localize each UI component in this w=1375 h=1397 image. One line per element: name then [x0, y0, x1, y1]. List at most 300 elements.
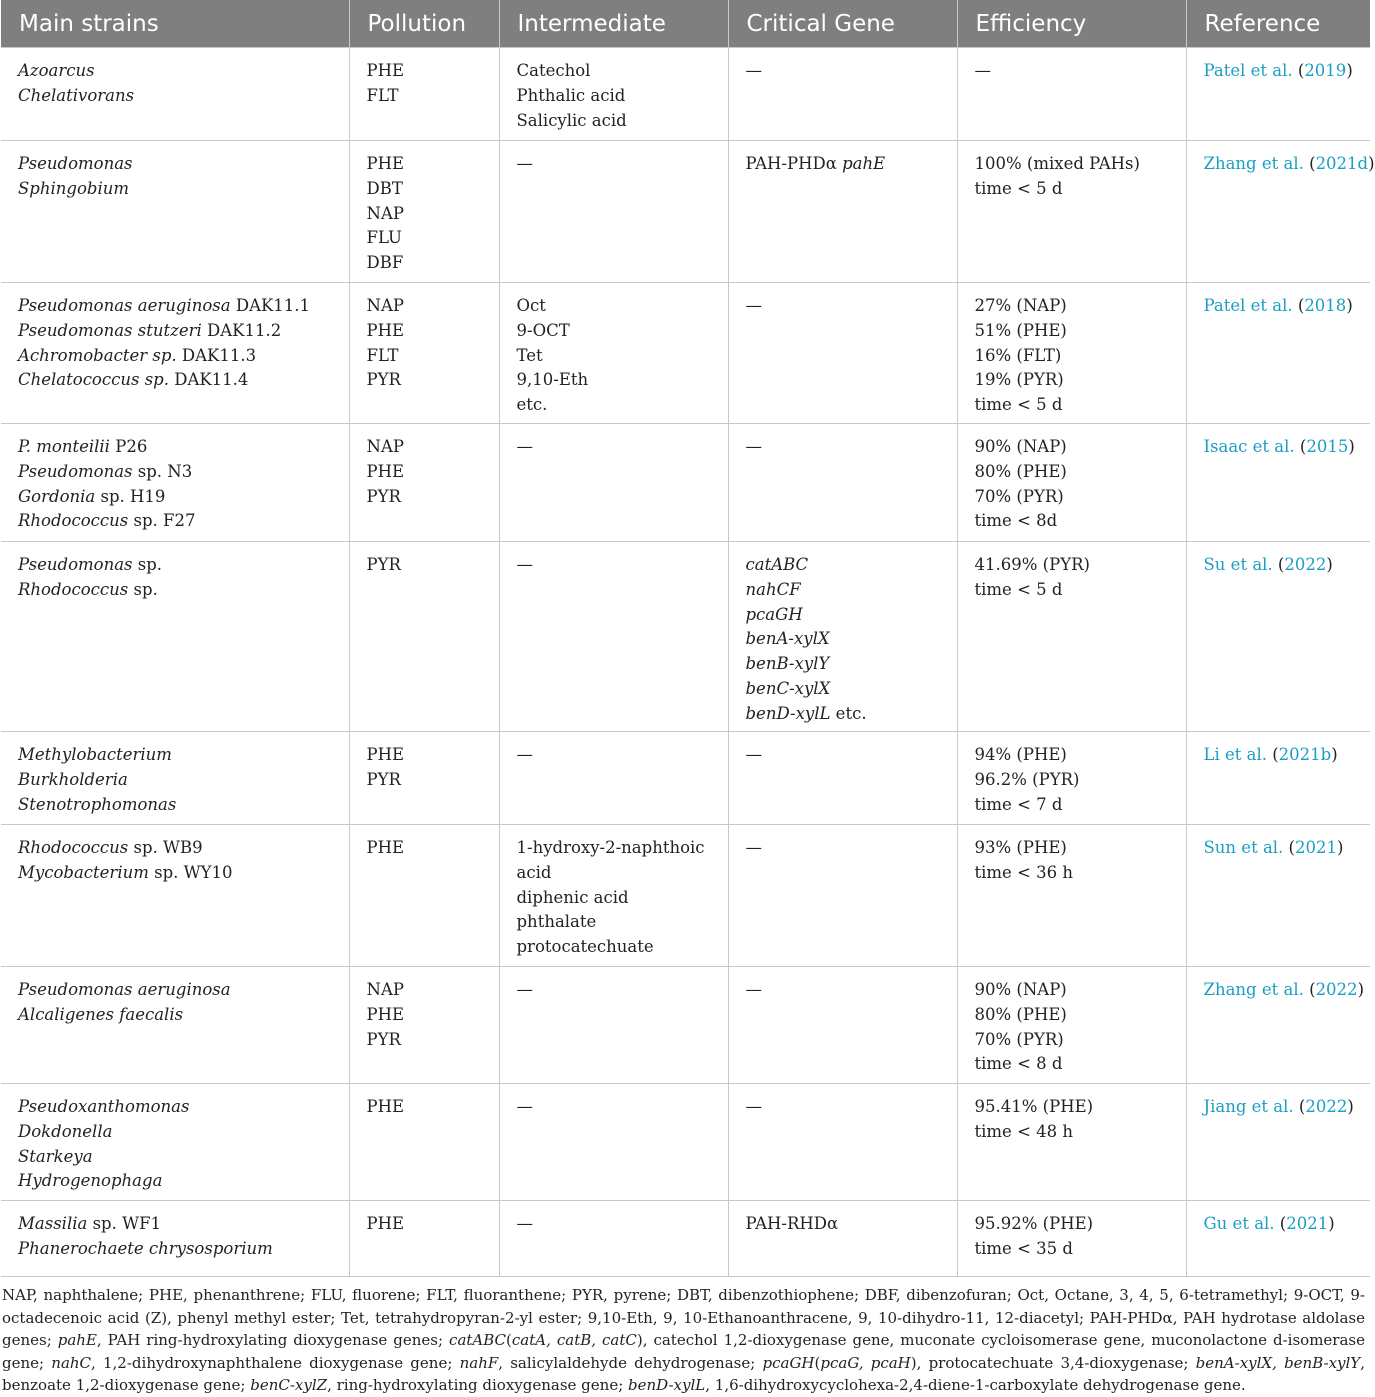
footnote-text: , benzoate 1,2-dioxygenase gene;	[2, 1353, 1365, 1395]
efficiency-item: time < 5 d	[974, 395, 1063, 415]
italic-text: Sphingobium	[18, 178, 130, 198]
cell-reference	[1186, 283, 1370, 424]
italic-text: Hydrogenophaga	[18, 1171, 163, 1191]
reference-year-link[interactable]: 2015	[1306, 437, 1349, 456]
plain-text: —	[745, 61, 762, 80]
gene-item	[746, 743, 957, 768]
reference-author-link[interactable]: Jiang et al.	[1203, 1097, 1294, 1116]
reference-citation	[1204, 553, 1371, 578]
column-header-critical-gene: Critical Gene	[728, 0, 957, 48]
reference-year-link[interactable]: 2018	[1304, 296, 1347, 315]
pollutant: PYR	[366, 1029, 401, 1049]
cell-pollution	[349, 48, 499, 141]
strain-name	[18, 836, 349, 861]
reference-author-link[interactable]: Zhang et al.	[1203, 980, 1304, 999]
cell-intermediate	[499, 1201, 728, 1277]
strain-name	[18, 1120, 349, 1145]
cell-intermediate	[499, 1084, 728, 1201]
plain-text: sp. WY10	[148, 862, 233, 882]
footnote-text: ), protocatechuate 3,4-dioxygenase;	[910, 1353, 1196, 1372]
plain-text: DAK11.2	[201, 320, 282, 340]
cell-reference	[1186, 141, 1375, 283]
gene-item	[746, 677, 957, 702]
strain-name	[18, 978, 349, 1003]
cell-critical-gene	[728, 1084, 957, 1201]
footnote-italic-term: benD-xylL	[628, 1376, 706, 1395]
italic-text: Pseudomonas	[18, 154, 133, 173]
efficiency-item: 27% (NAP)	[974, 296, 1067, 315]
strain-name	[18, 1212, 349, 1237]
strain-name	[18, 578, 349, 603]
gene-item	[746, 1095, 957, 1120]
reference-year-link[interactable]: 2021	[1295, 838, 1337, 857]
italic-text: Methylobacterium	[18, 745, 172, 764]
strain-name	[18, 509, 349, 534]
gene-item	[746, 294, 957, 319]
italic-text: Alcaligenes faecalis	[18, 1004, 184, 1024]
table-row	[1, 542, 1370, 732]
open-paren: (	[1283, 838, 1295, 857]
reference-citation	[1204, 59, 1371, 84]
strain-name	[18, 368, 349, 393]
efficiency-item: time < 5 d	[974, 579, 1063, 599]
italic-text: Pseudomonas	[18, 555, 133, 574]
cell-reference	[1186, 48, 1370, 141]
cell-main-strains	[1, 48, 349, 141]
strain-name	[18, 553, 349, 578]
intermediate-item: 9-OCT	[516, 320, 570, 340]
footnote-text: , salicylaldehyde dehydrogenase;	[498, 1353, 763, 1372]
cell-pollution	[349, 424, 499, 542]
italic-text: Pseudomonas	[18, 461, 133, 481]
italic-text: Pseudomonas aeruginosa	[18, 296, 231, 315]
pollutant: FLU	[366, 228, 402, 248]
strain-name	[18, 460, 349, 485]
cell-efficiency	[957, 283, 1186, 424]
reference-author-link[interactable]: Sun et al.	[1203, 838, 1284, 857]
reference-citation	[1204, 978, 1371, 1003]
cell-reference	[1186, 424, 1370, 542]
intermediate-item: diphenic acid	[516, 887, 629, 907]
pollutant: PHE	[366, 1004, 405, 1024]
cell-critical-gene	[728, 48, 957, 141]
pollutant: DBT	[366, 178, 403, 198]
pollutant: FLT	[366, 85, 399, 105]
reference-citation	[1204, 1095, 1371, 1120]
plain-text: P26	[109, 437, 148, 456]
pollutant: NAP	[366, 980, 404, 999]
close-paren: )	[1357, 980, 1364, 999]
italic-text: Starkeya	[18, 1146, 93, 1166]
italic-text: Chelativorans	[18, 85, 135, 105]
cell-reference	[1186, 825, 1370, 967]
plain-text: DAK11.3	[176, 345, 257, 365]
intermediate-item: 1-hydroxy-2-naphthoic	[516, 838, 705, 857]
reference-year-link[interactable]: 2022	[1305, 1097, 1348, 1116]
cell-pollution	[349, 1084, 499, 1201]
efficiency-item: 90% (NAP)	[974, 980, 1067, 999]
strain-name	[18, 861, 349, 886]
plain-text: —	[745, 296, 762, 315]
column-header-efficiency: Efficiency	[957, 0, 1186, 48]
footnote-italic-term: pcaGH	[762, 1353, 815, 1372]
gene-item	[746, 603, 957, 628]
intermediate-item: —	[516, 980, 533, 999]
reference-author-link[interactable]: Su et al.	[1203, 555, 1273, 574]
open-paren: (	[1292, 61, 1305, 80]
table-row	[1, 141, 1370, 283]
pollutant: DBF	[366, 253, 404, 273]
table-row	[1, 283, 1370, 424]
pollutant: PYR	[366, 486, 401, 506]
strain-name	[18, 152, 349, 177]
italic-text: Achromobacter sp.	[18, 345, 177, 365]
cell-pollution	[349, 542, 499, 732]
plain-text: PAH-RHDα	[745, 1214, 839, 1233]
italic-text: Stenotrophomonas	[18, 794, 177, 814]
italic-text: Burkholderia	[18, 769, 128, 789]
efficiency-item: 90% (NAP)	[974, 437, 1067, 456]
italic-text: Phanerochaete chrysosporium	[18, 1238, 273, 1258]
efficiency-item: 93% (PHE)	[974, 838, 1067, 857]
cell-critical-gene	[728, 424, 957, 542]
strain-name	[18, 793, 349, 818]
strain-name	[18, 1003, 349, 1028]
cell-reference	[1186, 1201, 1370, 1277]
cell-reference	[1186, 967, 1370, 1084]
plain-text: PAH-PHDα	[745, 154, 843, 173]
reference-year-link[interactable]: 2021	[1286, 1214, 1329, 1233]
pollutant: FLT	[366, 345, 399, 365]
close-paren: )	[1326, 555, 1333, 574]
efficiency-item: 70% (PYR)	[974, 486, 1064, 506]
footnote-text: , 1,2-dihydroxynaphthalene dioxygenase gene;	[91, 1353, 460, 1372]
close-paren: )	[1331, 745, 1338, 764]
plain-text: sp. H19	[95, 486, 166, 506]
italic-text: Rhodococcus	[18, 838, 129, 857]
open-paren: (	[1303, 980, 1316, 999]
gene-item	[746, 578, 957, 603]
plain-text: —	[745, 745, 762, 764]
strain-name	[18, 743, 349, 768]
efficiency-item: 70% (PYR)	[974, 1029, 1064, 1049]
cell-pollution	[349, 283, 499, 424]
strain-name	[18, 344, 349, 369]
strain-name	[18, 485, 349, 510]
pollutant: PHE	[366, 1097, 405, 1116]
italic-text: catABC	[745, 555, 809, 574]
strain-name	[18, 84, 349, 109]
plain-text: DAK11.4	[168, 370, 249, 390]
strain-name	[18, 59, 349, 84]
plain-text: —	[745, 1097, 762, 1116]
efficiency-item: 41.69% (PYR)	[974, 555, 1090, 574]
pollutant: PHE	[366, 461, 405, 481]
pollutant: PHE	[366, 61, 405, 80]
pollutant: PHE	[366, 745, 405, 764]
efficiency-item: time < 36 h	[974, 862, 1074, 882]
efficiency-item: time < 5 d	[974, 178, 1063, 198]
efficiency-item: 19% (PYR)	[974, 370, 1064, 390]
plain-text: etc.	[830, 703, 867, 723]
footnote-italic-term: nahF	[459, 1353, 499, 1372]
efficiency-item: time < 8 d	[974, 1054, 1063, 1074]
plain-text: sp. WF1	[87, 1214, 162, 1233]
gene-item	[746, 59, 957, 84]
close-paren: )	[1368, 154, 1375, 173]
efficiency-item: 95.41% (PHE)	[974, 1097, 1094, 1116]
pollutant: NAP	[366, 296, 404, 315]
cell-reference	[1186, 542, 1370, 732]
reference-citation	[1204, 836, 1371, 861]
cell-critical-gene	[728, 141, 957, 283]
cell-efficiency	[957, 141, 1186, 283]
footnote-italic-term: pcaG, pcaH	[820, 1353, 911, 1372]
footnote-italic-term: benA-xylX, benB-xylY	[1195, 1353, 1361, 1372]
italic-text: benD-xylL	[745, 703, 831, 723]
reference-author-link[interactable]: Gu et al.	[1203, 1214, 1275, 1233]
intermediate-item: —	[516, 154, 533, 173]
open-paren: (	[1272, 555, 1285, 574]
footnote-italic-term: catA, catB, catC	[511, 1331, 637, 1350]
plain-text: sp. F27	[128, 511, 196, 531]
strain-name	[18, 768, 349, 793]
table-row	[1, 967, 1370, 1084]
cell-efficiency	[957, 542, 1186, 732]
cell-intermediate	[499, 542, 728, 732]
plain-text: DAK11.1	[230, 296, 311, 315]
cell-intermediate	[499, 141, 728, 283]
footnote-text: , 1,6-dihydroxycyclohexa-2,4-diene-1-carboxylate dehydrogenase gene.	[705, 1376, 1246, 1395]
table-row	[1, 825, 1370, 967]
plain-text: sp.	[128, 579, 158, 599]
column-header-intermediate: Intermediate	[499, 0, 728, 48]
intermediate-item: acid	[516, 862, 552, 882]
cell-pollution	[349, 967, 499, 1084]
open-paren: (	[1292, 296, 1305, 315]
cell-reference	[1186, 732, 1370, 825]
cell-efficiency	[957, 48, 1186, 141]
italic-text: Rhodococcus	[18, 579, 129, 599]
cell-efficiency	[957, 967, 1186, 1084]
efficiency-item: time < 35 d	[974, 1238, 1073, 1258]
footnote-text: (	[506, 1331, 512, 1350]
table-row	[1, 1201, 1370, 1277]
reference-author-link[interactable]: Patel et al.	[1203, 61, 1293, 80]
intermediate-item: Salicylic acid	[516, 110, 627, 130]
table-footnote	[0, 1277, 1369, 1397]
plain-text: sp. N3	[132, 461, 193, 481]
pollutant: PHE	[366, 154, 405, 173]
reference-author-link[interactable]: Zhang et al.	[1203, 154, 1304, 173]
strain-name	[18, 1145, 349, 1170]
efficiency-item: 95.92% (PHE)	[974, 1214, 1094, 1233]
efficiency-item: 94% (PHE)	[974, 745, 1067, 764]
efficiency-item: 100% (mixed PAHs)	[974, 154, 1140, 173]
cell-main-strains	[1, 825, 349, 967]
reference-author-link[interactable]: Patel et al.	[1203, 296, 1293, 315]
cell-critical-gene	[728, 825, 957, 967]
intermediate-item: —	[516, 745, 533, 764]
italic-text: benA-xylX	[745, 629, 830, 649]
plain-text: —	[745, 437, 762, 456]
footnote-italic-term: benC-xylZ	[250, 1376, 328, 1395]
gene-item	[746, 553, 957, 578]
efficiency-item: 51% (PHE)	[974, 320, 1067, 340]
reference-author-link[interactable]: Li et al.	[1203, 745, 1267, 764]
italic-text: Gordonia	[18, 486, 96, 506]
efficiency-item: time < 48 h	[974, 1121, 1074, 1141]
table-row	[1, 424, 1370, 542]
pollutant: PHE	[366, 1214, 405, 1233]
open-paren: (	[1274, 1214, 1287, 1233]
gene-item	[746, 978, 957, 1003]
open-paren: (	[1303, 154, 1316, 173]
gene-item	[746, 627, 957, 652]
close-paren: )	[1346, 296, 1353, 315]
cell-critical-gene	[728, 732, 957, 825]
efficiency-item: —	[974, 61, 991, 80]
footnote-italic-term: nahC	[51, 1353, 92, 1372]
cell-efficiency	[957, 732, 1186, 825]
close-paren: )	[1328, 1214, 1335, 1233]
intermediate-item: —	[516, 437, 533, 456]
cell-pollution	[349, 141, 499, 283]
close-paren: )	[1347, 1097, 1354, 1116]
italic-text: Azoarcus	[18, 61, 95, 80]
gene-item	[746, 1212, 957, 1237]
italic-text: benB-xylY	[745, 654, 830, 674]
column-header-reference: Reference	[1186, 0, 1370, 48]
strain-name	[18, 294, 349, 319]
pollutant: PHE	[366, 320, 405, 340]
pollutant: PYR	[366, 555, 401, 574]
footnote-text: NAP, naphthalene; PHE, phenanthrene; FLU, fluorene; FLT, fluoranthene; PYR, pyrene; DBT, dibenzothiophene; DBF, dibenzofuran; Oct, Octane, 3, 4, 5, 6-tetramethyl; 9-OCT, 9-octadecenoic acid (Z), phenyl methyl ester; Tet, tetrahydropyran-2-yl ester; 9,10-Eth, 9, 10-Ethanoanthracene, 9, 10-dihydro-11, 12-diacetyl; PAH-PHDα, PAH hydrotase aldolase genes;	[2, 1286, 1365, 1350]
italic-text: pahE	[842, 154, 886, 173]
footnote-italic-term: catABC	[449, 1331, 507, 1350]
table-body	[1, 48, 1375, 1277]
italic-text: Mycobacterium	[18, 862, 149, 882]
header-row	[1, 0, 1370, 48]
cell-critical-gene	[728, 1201, 957, 1277]
cell-main-strains	[1, 967, 349, 1084]
intermediate-item: Tet	[516, 345, 543, 365]
footnote-text: (	[814, 1353, 821, 1372]
intermediate-item: —	[516, 1097, 533, 1116]
plain-text: sp.	[132, 555, 163, 574]
reference-author-link[interactable]: Isaac et al.	[1203, 437, 1295, 456]
gene-item	[746, 702, 957, 727]
strain-name	[18, 1237, 349, 1262]
gene-item	[746, 652, 957, 677]
pollutant: PYR	[366, 769, 401, 789]
italic-text: Dokdonella	[18, 1121, 113, 1141]
cell-intermediate	[499, 825, 728, 967]
italic-text: Pseudomonas aeruginosa	[18, 980, 231, 999]
efficiency-item: 80% (PHE)	[974, 461, 1067, 481]
intermediate-item: Phthalic acid	[516, 85, 626, 105]
strain-name	[18, 319, 349, 344]
column-header-pollution: Pollution	[349, 0, 499, 48]
italic-text: pcaGH	[745, 604, 803, 624]
italic-text: Pseudoxanthomonas	[18, 1097, 190, 1116]
cell-main-strains	[1, 141, 349, 283]
reference-year-link[interactable]: 2019	[1304, 61, 1347, 80]
pollutant: PYR	[366, 370, 401, 390]
cell-pollution	[349, 825, 499, 967]
intermediate-item: Oct	[516, 296, 546, 315]
footnote-text: ), catechol 1,2-dioxygenase gene, muconate cycloisomerase gene, muconolactone d-isomerase gene;	[2, 1331, 1365, 1372]
table-row	[1, 732, 1370, 825]
efficiency-item: 96.2% (PYR)	[974, 769, 1080, 789]
cell-main-strains	[1, 283, 349, 424]
footnote-italic-term: pahE	[57, 1331, 97, 1350]
cell-pollution	[349, 732, 499, 825]
footnote-text: , PAH ring-hydroxylating dioxygenase genes;	[96, 1331, 450, 1350]
plain-text: sp. WB9	[128, 838, 203, 857]
intermediate-item: —	[516, 555, 533, 574]
intermediate-item: etc.	[516, 395, 548, 415]
pollutant: PHE	[366, 838, 405, 857]
cell-intermediate	[499, 732, 728, 825]
cell-reference	[1186, 1084, 1370, 1201]
gene-item	[746, 435, 957, 460]
italic-text: benC-xylX	[745, 678, 831, 698]
intermediate-item: —	[516, 1214, 533, 1233]
table-row	[1, 1084, 1370, 1201]
column-header-main-strains: Main strains	[1, 0, 349, 48]
close-paren: )	[1346, 61, 1353, 80]
gene-item	[746, 152, 957, 177]
reference-year-link[interactable]: 2022	[1315, 980, 1358, 999]
cell-critical-gene	[728, 967, 957, 1084]
efficiency-item: time < 7 d	[974, 794, 1063, 814]
reference-year-link[interactable]: 2021d	[1315, 154, 1369, 173]
strain-name	[18, 435, 349, 460]
cell-main-strains	[1, 424, 349, 542]
close-paren: )	[1337, 838, 1344, 857]
cell-main-strains	[1, 732, 349, 825]
intermediate-item: Catechol	[516, 61, 591, 80]
reference-year-link[interactable]: 2021b	[1278, 745, 1332, 764]
italic-text: nahCF	[745, 579, 801, 599]
italic-text: Massilia	[18, 1214, 88, 1233]
cell-critical-gene	[728, 542, 957, 732]
plain-text: —	[745, 838, 762, 857]
cell-critical-gene	[728, 283, 957, 424]
cell-main-strains	[1, 1084, 349, 1201]
cell-main-strains	[1, 542, 349, 732]
intermediate-item: phthalate	[516, 912, 597, 932]
strain-name	[18, 1095, 349, 1120]
cell-main-strains	[1, 1201, 349, 1277]
cell-efficiency	[957, 1201, 1186, 1277]
cell-pollution	[349, 1201, 499, 1277]
footnote-text: , ring-hydroxylating dioxygenase gene;	[327, 1376, 629, 1395]
data-table	[1, 0, 1375, 1277]
italic-text: P. monteilii	[18, 437, 110, 456]
close-paren: )	[1348, 437, 1355, 456]
cell-efficiency	[957, 825, 1186, 967]
cell-efficiency	[957, 424, 1186, 542]
reference-citation	[1204, 294, 1371, 319]
efficiency-item: 16% (FLT)	[974, 345, 1062, 365]
italic-text: Rhodococcus	[18, 511, 129, 531]
italic-text: Pseudomonas stutzeri	[18, 320, 202, 340]
reference-year-link[interactable]: 2022	[1284, 555, 1327, 574]
cell-intermediate	[499, 424, 728, 542]
open-paren: (	[1293, 1097, 1306, 1116]
